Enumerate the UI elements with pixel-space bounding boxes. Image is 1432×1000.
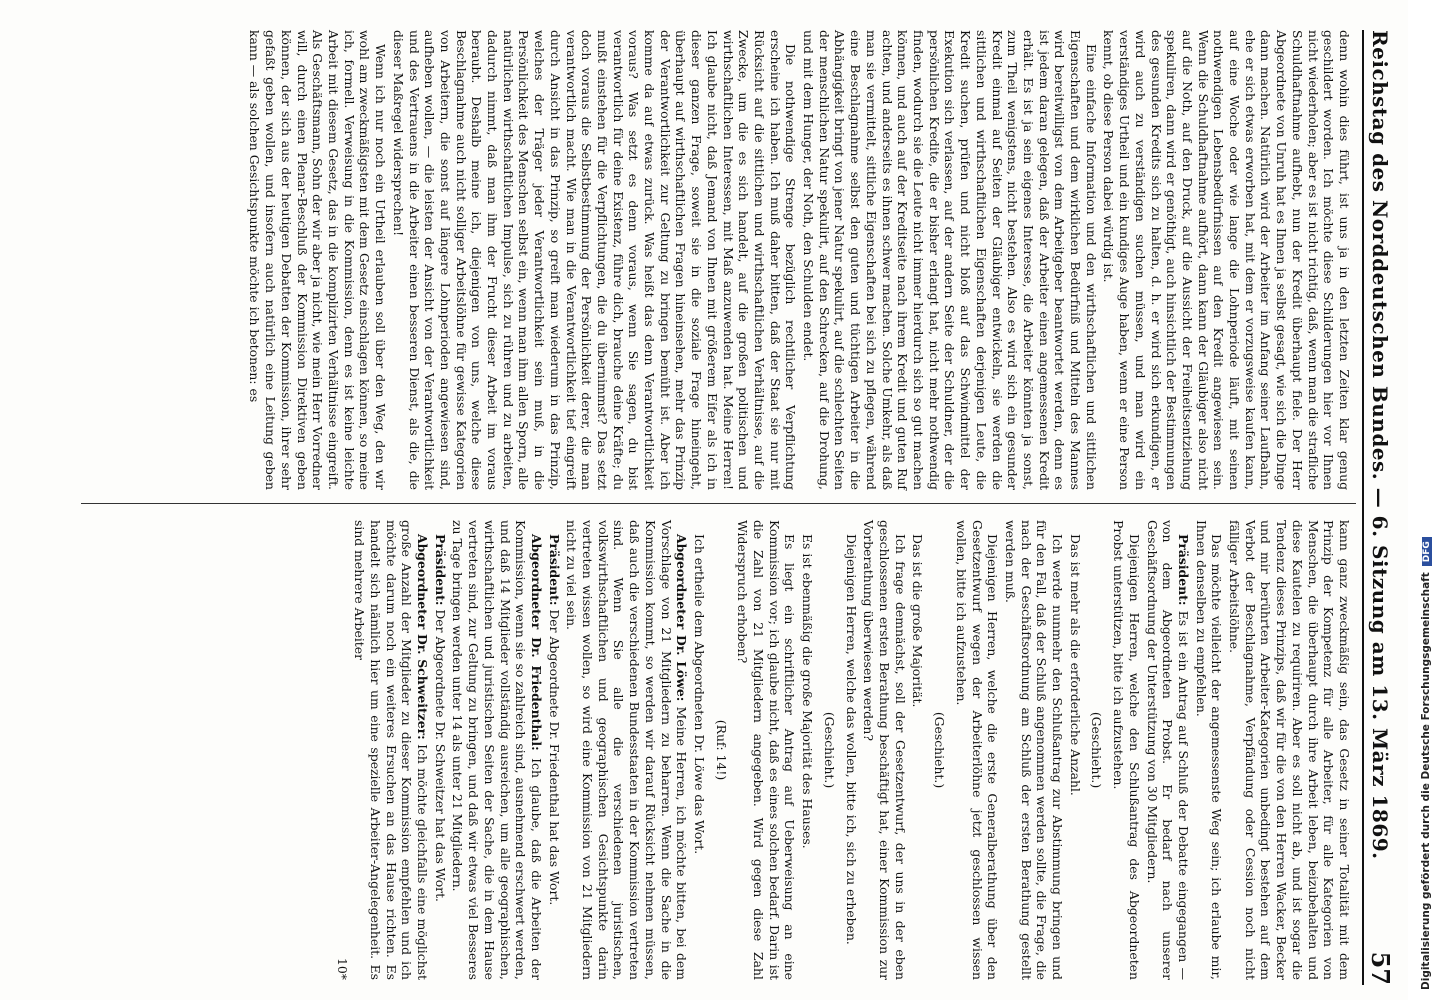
right-column	[332, 520, 1352, 980]
left-column	[245, 30, 1352, 490]
speaker-name: Abgeordneter Dr. Friedenthal:	[528, 534, 544, 751]
paragraph: Wenn ich nur noch ein Urtheil erlauben soll über den Weg, den wir wohl am zweckmäßigsten mit dem Gesetz einschlagen können, so meine ich, formell. Verweisung in die Kommission, denn es ist keine leichte Arbeit mit diesem Gesetz, das in die komplizirten Verhältnisse eingreift. Als Geschäftsmann, Sohn der wir aber ja nicht, wie mein Herr Vorredner will, durch einen Plenar-Beschluß der Kommission Direktiven geben können, der sich aus der heutigen Debatten der Kommission, ihrer sehr gefaßt geben wollen, und insofern auch natürlich eine Leitung geben kann — als solchen Gesichtspunkte möchte ich betonen: es	[247, 30, 389, 490]
running-title: Reichstag des Norddeutschen Bundes. — 6. Sitzung am 13. März 1869.	[1368, 30, 1392, 860]
credit-text-wrapper	[1420, 537, 1432, 990]
speaker-name: Präsident:	[546, 534, 562, 606]
paragraph: Diejenigen Herren, welche das wollen, bitte ich, sich zu erheben.	[843, 534, 859, 945]
stage-direction: (Geschieht.)	[821, 711, 837, 789]
speech-paragraph	[546, 520, 562, 980]
paragraph: Das ist die große Majorität.	[910, 534, 926, 708]
speech-text: Es ist ein Antrag auf Schluß der Debatte eingegangen — von dem Abgeordneten Probst. Er bedarf nach unserer Geschäftsordnung der Unterstützung von 30 Mitgliedern.	[1144, 520, 1191, 980]
paragraph: kann ganz zweckmäßig sein, das Gesetz in seiner Totalität mit dem Prinzip der Kompetenz für alle Arbeiter, für alle Kategorien von Menschen, die überhaupt durch ihre Arbeit leben, beizubehalten und diese Kautelen zu requiriren. Aber es soll nicht ab, und ist sogar die Tendenz dieses Prinzips, daß wir für die von den Herren Wacker, Becker und mir berührten Arbeiter-Kategorien unbedingt bestehen auf dem Verbot der Beschlagnahme, Verpfändung oder Cession noch nicht fälliger Arbeitslöhne.	[1227, 520, 1352, 980]
speech-text: Der Abgeordnete Dr. Schweitzer hat das Wort.	[432, 605, 448, 902]
dfg-logo: DFG	[1422, 537, 1432, 566]
paragraph: Es liegt ein schriftlicher Antrag auf Ueberweisung an eine Kommission vor; ich glaube nicht, daß es eines solchen bedarf. Darin ist die Zahl von 21 Mitgliedern angegeben. Wird gegen diese Zahl Widerspruch erhoben?	[735, 520, 798, 980]
speech-text: Meine Herren, ich möchte bitten, bei dem Vorschlage von 21 Mitgliedern zu beharren. Wenn die Sache in die Kommission kommt, so werden wir darauf Rücksicht nehmen müssen, daß auch die verschiedenen Bundesstaaten in der Kommission vertreten sind. Wenn Sie alle die verschiedenen juristischen, volkswirthschaftlichen und geographischen Gesichtspunkte darin vertreten wissen wollen, so wird eine Kommission von 21 Mitgliedern nicht zu viel sein.	[564, 520, 690, 981]
stage-direction: (Geschieht.)	[1089, 711, 1105, 789]
speaker-name: Präsident:	[432, 534, 448, 606]
paragraph: denn wohin dies führt, ist uns ja in den letzten Zeiten klar genug geschildert worden. Ich möchte diese Schilderungen hier vor Ihnen nicht wiederholen; aber es ist nicht richtig, daß, wenn man die strafliche Schuldhaftnahme aufhebt, nun der Kredit überhaupt fiele. Der Herr Abgeordnete von Unruh hat es Ihnen ja selbst gesagt, wie sich die Dinge dann machen. Natürlich wird der Arbeiter im Anfang seiner Laufbahn, ehe er sich etwas erworben hat, mit dem er vorzugsweise kaufen kann, auf eine Woche oder wie lange die Lohnperiode läuft, mit seinen nothwendigen Lebensbedürfnissen auf den Kredit angewiesen sein. Wenn die Schuldhaftnahme aufhört, dann kann der Gläubiger also nicht auf die Noth, auf den Druck, auf die Aussicht der Freiheitsentziehung spekuliren, dann wird er genöthigt, auch hinsichtlich der Bestimmungen des gesunden Kredits sich zu halten, d. h. er wird sich erkundigen, er wird auch zu verständigen suchen müssen, und man wird ein verständiges Urtheil und ein kundiges Auge haben, wenn er eine Person kennt, ob diese Person dabei würdig ist.	[1101, 30, 1352, 490]
paragraph: Die nothwendige Strenge bezüglich rechtlicher Verpflichtung erscheine ich haben. Ich muß daher bitten, daß der Staat sie nur mit Rücksicht auf die sittlichen und wirthschaftlichen Verhältnisse, auf die Zwecke, um die es sich handelt, auf die großen politischen und wirthschaftlichen Interessen, mit Maß anzuwenden hat. Meine Herren! Ich glaube nicht, daß Jemand von Ihnen mit größerem Eifer als ich in dieser ganzen Frage, soweit sie in die soziale Frage hineingeht, überhaupt auf wirthschaftlichen Fragen hineinsehen, mehr das Prinzip der Verantwortlichkeit zur Geltung zu bringen bemüht ist. Aber ich komme da auf etwas zurück. Was heißt das denn Verantwortlichkeit voraus? Was setzt es denn voraus, wenn Sie sagen, du bist verantwortlich für deine Existenz, führe dich, brauche deine Kräfte; du mußt einstehen für die Verpflichtungen, die du übernimmst? Das setzt doch voraus die Selbstbestimmung der Persönlichkeit derer, die man verantwortlich macht. Wie man in die Verantwortlichkeit tief eingreift durch Ansicht in das Prinzip, so greift man wiederum in das Prinzip, welches der Träger jeder Verantwortlichkeit sein muß, in die Persönlichkeit des Menschen selbst ein, wenn man ihm allen Sporn, alle natürlichen wirthschaftlichen Impulse, sich zu rühren und zu arbeiten, dadurch nimmt, daß man ihm der Frucht dieser Arbeit im voraus beraubt. Deshalb meine ich, diejenigen von uns, welche diese Beschlagnahme auch nicht solliger Arbeitslöhne für gewisse Kategorien von Arbeitern, die sonst auf längere Lohnperioden angewiesen sind, aufheben wollen, — die leisten der Ansicht von der Verantwortlichkeit und des Vertrauens in die Arbeiter einen besseren Dienst, als die, die dieser Maßregel widersprechen!	[390, 30, 799, 490]
signature-mark: 10*	[334, 958, 350, 980]
speaker-name: Abgeordneter Dr. Schweitzer:	[415, 534, 431, 740]
paragraph: Diejenigen Herren, welche die erste Generalberathung über den Gesetzentwurf wegen der Arbeiterlöhne jetzt geschlossen wissen wollen, bitte ich aufzustehen.	[953, 520, 1001, 980]
speech-paragraph	[352, 520, 431, 980]
page-header	[1362, 30, 1404, 985]
paragraph: Ich werde nunmehr den Schlußantrag zur Abstimmung bringen und für den Fall, daß der Schluß angenommen werden sollte, die Frage, die nach der Geschäftsordnung am Schluß der ersten Berathung gestellt werden muß.	[1002, 520, 1066, 980]
speech-paragraph	[564, 520, 690, 980]
digitization-credit	[1408, 0, 1432, 1000]
paragraph: Diejenigen Herren, welche den Schlußantrag des Abgeordneten Probst unterstützen, bitte ich aufzustehen.	[1111, 520, 1142, 980]
speech-paragraph	[450, 520, 544, 980]
speech-paragraph	[432, 520, 448, 980]
speaker-name: Präsident:	[1175, 534, 1191, 606]
speaker-name: Abgeordneter Dr. Löwe:	[674, 534, 690, 702]
paragraph: Das möchte vielleicht der angemessenste Weg sein; ich erlaube mir, Ihnen denselben zu empfehlen.	[1193, 520, 1225, 980]
column-divider	[81, 503, 1356, 504]
paragraph: Eine einfache Information und den wirthschaftlichen und sittlichen Eigenschaften und dem wirklichen Bedürfniß und Mitteln des Mannes wird bereitwilligst von dem Arbeitgeber beantwortet werden, denn es ist jedem daran gelegen, daß der Arbeiter einen angemessenen Kredit erhält. Es ist ja sein eigenes Interesse, die Arbeiter könnten ja sonst, zum Theil wenigstens, nicht bestehen. Also es wird sich ein gesunder Kredit einmal auf Seiten der Gläubiger entwickeln, sie werden die sittlichen und wirthschaftlichen Eigenschaften derjenigen Leute, die Kredit suchen, prüfen und nicht bloß auf das Schwindmittel der Exekution sich verlassen, auf der andern Seite der Schuldner, der die persönlichen Kredite, die er bisher erlangt hat, nicht mehr nothwendig finden, wodurch sie die Leute nicht immer hierdurch sich so gut machen können, und auch auf der Kreditseite nach ihrem Kredit und guten Ruf achten, und anderseits es ihnen schwer machen. Solche Umkehr, als daß man sie vermittelt, sittliche Eigenschaften bei sich zu pflegen, während eine Beschlagnahme selbst den guten und tüchtigen Arbeiter in die Abhängigkeit bringt von jener Natur spekulirt, auf die schlechten Seiten der menschlichen Natur spekulirt, auf den Schrecken, auf die Drohung, und mit dem Hunger, der Noth, den Schulden endet.	[801, 30, 1099, 490]
speech-text: Ich glaube, daß die Arbeiten der Kommission, wenn sie so zahlreich sind, ausnehmend erschwert werden, und daß 14 Mitglieder vollständig ausreichen, um alle geographischen, wirthschaftlichen und juristischen Seiten der Sache, die in dem Hause vertreten sind, zur Geltung zu bringen, und daß wir etwas viel Besseres zu Tage bringen werden unter 14 als unter 21 Mitgliedern.	[450, 520, 544, 980]
page-number: 57	[1366, 951, 1395, 985]
speech-text: Der Abgeordnete Dr. Friedenthal hat das Wort.	[546, 605, 562, 906]
paragraph: Es ist ebenmäßig die große Majorität des Hauses.	[800, 534, 816, 849]
paragraph: Ich frage demnächst, soll der Gesetzentwurf, der uns in der eben geschlossenen ersten Berathung beschäftigt hat, einer Kommission zur Vorberathung überwiesen werden?	[861, 520, 908, 980]
speech-paragraph	[1144, 520, 1191, 980]
speech-text: Ich möchte gleichfalls eine möglichst große Anzahl der Mitglieder zu dieser Kommission empfehlen und ich möchte darum noch ein weiteres Ersuchen an das Hause richten. Es handelt sich nämlich hier um eine spezielle Arbeiter-Angelegenheit. Es sind mehrere Arbeiter	[352, 520, 431, 981]
credit-text: Digitalisierung gefördert durch die Deutsche Forschungsgemeinschaft	[1420, 572, 1432, 990]
stage-direction: (Geschieht.)	[932, 711, 948, 789]
paragraph: Das ist mehr als die erforderliche Anzahl.	[1067, 534, 1083, 796]
stage-direction: (Ruf: 14!)	[713, 719, 729, 781]
paragraph: Ich ertheile dem Abgeordneten Dr. Löwe das Wort.	[691, 534, 707, 855]
